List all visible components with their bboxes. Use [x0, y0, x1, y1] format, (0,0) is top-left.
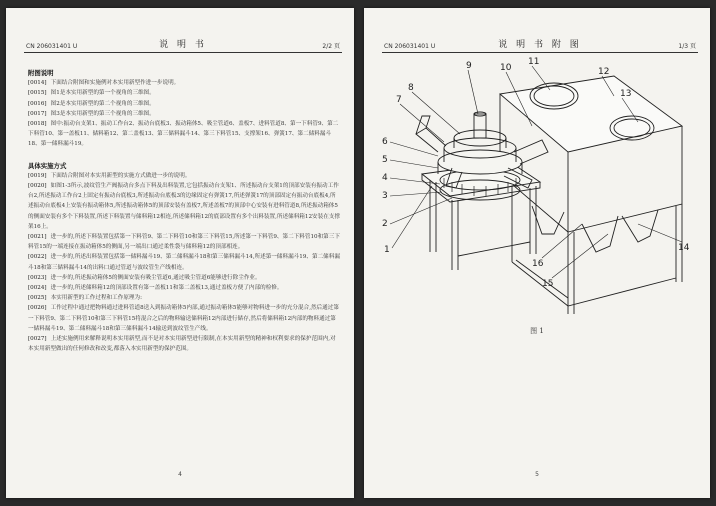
paragraph-number: [0017] [28, 110, 47, 117]
section-heading-embodiment: 具体实施方式 [28, 161, 67, 170]
header-title: 说 明 书 [159, 40, 207, 50]
paragraph [28, 303, 340, 334]
paragraph-number: [0023] [28, 274, 47, 281]
page-number: 4 [178, 471, 182, 478]
label-10: 10 [500, 63, 512, 73]
paragraph-text: 图3是本实用新型的第三个视角的三维图。 [50, 110, 155, 117]
page-indicator: 1/3 页 [678, 43, 696, 50]
paragraph-number: [0024] [28, 285, 47, 292]
paragraph [28, 109, 340, 119]
label-6: 6 [382, 137, 388, 147]
figure-caption: 图 1 [530, 327, 544, 335]
paragraph-text: 工作过程中通过把物料通过进料管道8送入到振动箱体5内部,通过振动箱体5能够对物料进一步的充分混合,然后通过第一下料管9、第二下料管10和第三下料管15将混合之后的物料输送储料箱12内部进行储存,然后将储料箱12内部的物料通过第一储料漏斗19、第二储料漏斗18和第三储料漏斗14输送到波纹管生产线。 [28, 305, 339, 332]
paragraph [28, 232, 340, 252]
label-2: 2 [382, 219, 388, 229]
paragraph-text: 图中:振动台支架1、振动工作台2、振动台底板3、振动箱体5、吸尘管道6、盖板7、进料管道8、第一下料管9、第二下料管10、第一盖板11、储料箱12、第二盖板13、第三储料漏斗14、第三下料管15、支撑架16、弹簧17、第二储料漏斗18、第一储料漏斗19。 [28, 121, 339, 148]
paragraph-text: 下面结合附图对本实用新型的实施方式做进一步的说明。 [50, 172, 191, 179]
paragraph-number: [0020] [28, 183, 47, 190]
label-9: 9 [466, 61, 472, 71]
patent-figure-1 [382, 56, 692, 321]
paragraph-number: [0014] [28, 80, 47, 87]
label-8: 8 [408, 83, 414, 93]
label-16: 16 [532, 259, 544, 269]
label-5: 5 [382, 155, 388, 165]
label-7: 7 [396, 95, 402, 105]
paragraph [28, 88, 340, 98]
paragraph [28, 293, 340, 303]
left-page-header [24, 36, 342, 53]
paragraph [28, 171, 340, 181]
label-14: 14 [678, 243, 690, 253]
paragraph-text: 进一步的,所述振动箱体5的侧面安装有吸尘管道6,通过吸尘管道6能够进行除尘作业。 [50, 274, 261, 281]
header-title: 说 明 书 附 图 [498, 40, 582, 50]
page-number: 5 [535, 471, 539, 478]
paragraph-text: 图2是本实用新型的第二个视角的三维图。 [50, 100, 155, 107]
paragraph-number: [0026] [28, 305, 47, 312]
label-4: 4 [382, 173, 388, 183]
left-page [6, 8, 354, 498]
paragraph-number: [0027] [28, 336, 47, 343]
paragraph [28, 119, 340, 150]
left-page-body [28, 68, 340, 354]
paragraph [28, 252, 340, 272]
paragraph-text: 进一步的,所述出料装置包括第一储料漏斗19、第二储料漏斗18和第三储料漏斗14,所述第一储料漏斗19、第二储料漏斗18和第三储料漏斗14的出料口通过管道与波纹管生产线相连。 [28, 254, 340, 271]
paragraph [28, 99, 340, 109]
paragraph-text: 下面结合附图和实施例对本实用新型作进一步说明。 [50, 80, 180, 87]
right-page-header [382, 36, 698, 53]
label-3: 3 [382, 191, 388, 201]
paragraph-text: 进一步的,所述储料箱12的顶部设置有第一盖板11和第二盖板13,通过盖板方便了内部的检修。 [50, 285, 283, 292]
paragraph [28, 78, 340, 88]
paragraph-text: 图1是本实用新型的第一个视角的三维图。 [50, 90, 155, 97]
paragraph-number: [0022] [28, 254, 47, 261]
paragraph-text: 上述实施例用来解释说明本实用新型,而不是对本实用新型进行限制,在本实用新型的精神和权利要求的保护范围内,对本实用新型做出的任何修改和改变,都落入本实用新型的保护范围。 [28, 336, 336, 353]
label-11: 11 [528, 57, 540, 67]
label-12: 12 [598, 67, 610, 77]
right-page [364, 8, 710, 498]
paragraph-number: [0021] [28, 234, 47, 241]
paragraph-number: [0016] [28, 100, 47, 107]
paragraph [28, 181, 340, 232]
label-13: 13 [620, 89, 632, 99]
patent-number: CN 206031401 U [26, 43, 78, 50]
paragraph-number: [0015] [28, 90, 47, 97]
paragraph-number: [0019] [28, 172, 47, 179]
paragraph [28, 283, 340, 293]
patent-number: CN 206031401 U [384, 43, 436, 50]
section-heading-drawings: 附图说明 [28, 69, 54, 77]
label-1: 1 [384, 245, 390, 255]
paragraph [28, 273, 340, 283]
page-indicator: 2/2 页 [322, 43, 340, 50]
paragraph [28, 334, 340, 354]
paragraph-text: 本实用新型的工作过程和工作原理为: [50, 295, 142, 302]
paragraph-text: 进一步的,所述下料装置包括第一下料管9、第二下料管10和第三下料管15,所述第一下料管9、第二下料管10和第三下料管15的一端连接在振动箱体5的侧面,另一端出口通过柔性袋与储料箱12的顶部相连。 [28, 234, 340, 251]
paragraph-number: [0018] [28, 121, 47, 128]
paragraph-number: [0025] [28, 295, 47, 302]
label-15: 15 [542, 279, 554, 289]
paragraph-text: 如图1-3所示,波纹管生产阀振动台多点下料及出料装置,它包括振动台支架1、所述振动台支架1的顶部安装有振动工作台2,所述振动工作台2上固定有振动台底板3,所述振动台底板3的边缘固定有弹簧17,所述弹簧17的顶部固定有振动台底板4,所述振动台底板4上安装有振动箱体5,所述振动箱体5的顶部安装有盖板7,所述盖板7的顶部中心安装有进料管道8,所述振动箱体5的侧面安装有多个下料装置,所述下料装置与储料箱12相连,所述储料箱12的底部设置有多个出料装置,所述储料箱12安装在支撑架16上。 [28, 183, 340, 230]
